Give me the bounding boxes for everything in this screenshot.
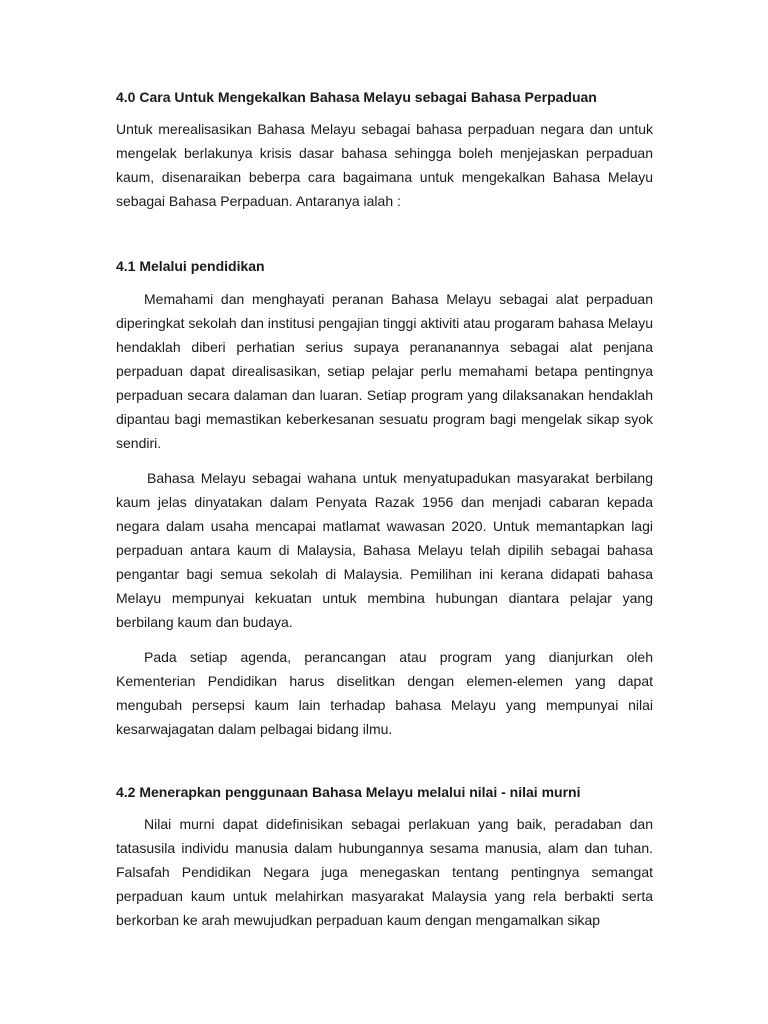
section-4-2-paragraph-1: Nilai murni dapat didefinisikan sebagai perlakuan yang baik, peradaban dan tatasusila individu manusia dalam hubungannya sesama manusia, alam dan tuhan. Falsafah Pendidikan Negara juga menegaskan tentang pentingnya semangat perpaduan kaum untuk melahirkan masyarakat Malaysia yang rela berbakti serta berkorban ke arah mewujudkan perpaduan kaum dengan mengamalkan sikap [116, 816, 653, 928]
section-4-2-heading: 4.2 Menerapkan penggunaan Bahasa Melayu melalui nilai - nilai murni [116, 784, 581, 800]
section-4-0-heading: 4.0 Cara Untuk Mengekalkan Bahasa Melayu sebagai Bahasa Perpaduan [116, 89, 597, 105]
document-page [116, 80, 653, 932]
section-4-0-intro-paragraph: Untuk merealisasikan Bahasa Melayu sebagai bahasa perpaduan negara dan untuk mengelak berlakunya krisis dasar bahasa sehingga boleh menjejaskan perpaduan kaum, disenaraikan beberpa cara bagaimana untuk mengekalkan Bahasa Melayu sebagai Bahasa Perpaduan. Antaranya ialah : [116, 121, 653, 209]
section-4-1-paragraph-3: Pada setiap agenda, perancangan atau program yang dianjurkan oleh Kementerian Pendidikan harus diselitkan dengan elemen-elemen yang dapat mengubah persepsi kaum lain terhadap bahasa Melayu yang mempunyai nilai kesarwajagatan dalam pelbagai bidang ilmu. [116, 649, 653, 737]
section-4-1-paragraph-2: Bahasa Melayu sebagai wahana untuk menyatupadukan masyarakat berbilang kaum jelas dinyatakan dalam Penyata Razak 1956 dan menjadi cabaran kepada negara dalam usaha mencapai matlamat wawasan 2020. Untuk memantapkan lagi perpaduan antara kaum di Malaysia, Bahasa Melayu telah dipilih sebagai bahasa pengantar bagi semua sekolah di Malaysia. Pemilihan ini kerana didapati bahasa Melayu mempunyai kekuatan untuk membina hubungan diantara pelajar yang berbilang kaum dan budaya. [116, 470, 653, 630]
section-4-1-heading: 4.1 Melalui pendidikan [116, 258, 265, 274]
section-4-1-paragraph-1: Memahami dan menghayati peranan Bahasa Melayu sebagai alat perpaduan diperingkat sekolah dan institusi pengajian tinggi aktiviti atau progaram bahasa Melayu hendaklah diberi perhatian serius supaya perananannya sebagai alat penjana perpaduan dapat direalisasikan, setiap pelajar perlu memahami betapa pentingnya perpaduan secara dalaman dan luaran. Setiap program yang dilaksanakan hendaklah dipantau bagi memastikan keberkesanan sesuatu program bagi mengelak sikap syok sendiri. [116, 291, 653, 451]
